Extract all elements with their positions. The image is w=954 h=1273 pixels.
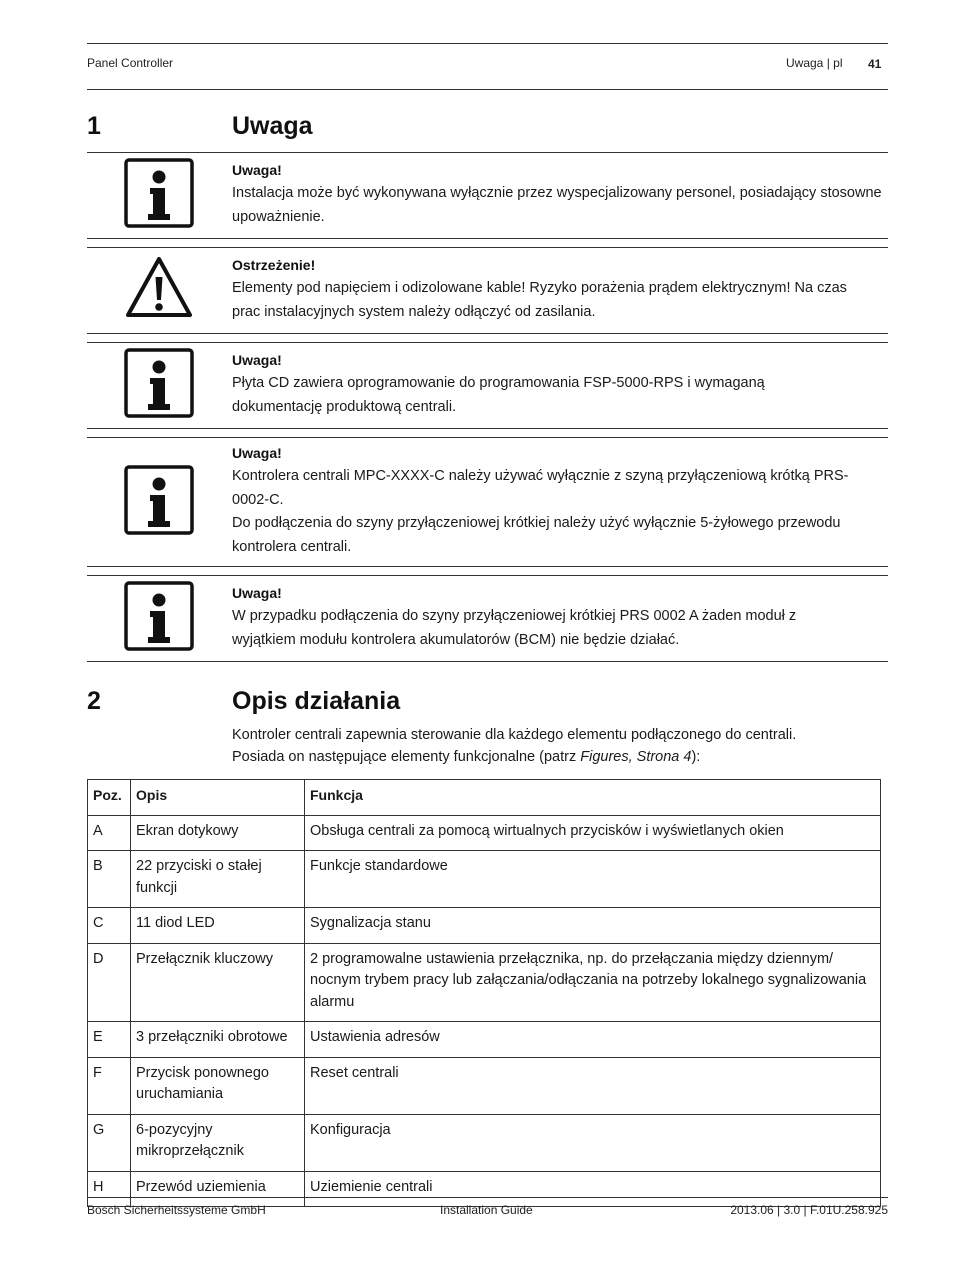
notice-rule xyxy=(87,566,888,567)
table-cell-func: Funkcje standardowe xyxy=(305,851,881,908)
footer-doc-type: Installation Guide xyxy=(440,1203,533,1217)
table-cell-pos: A xyxy=(88,815,131,851)
table-cell-func: Reset centrali xyxy=(305,1057,881,1114)
notice-2-title: Ostrzeżenie! xyxy=(232,257,316,273)
table-cell-pos: E xyxy=(88,1022,131,1058)
table-cell-pos: C xyxy=(88,908,131,944)
notice-1-text: Instalacja może być wykonywana wyłącznie przez wyspecjalizowany personel, posiadający stosowne upoważnienie. xyxy=(232,185,882,225)
header-page-number: 41 xyxy=(868,57,882,71)
column-header-opis: Opis xyxy=(131,780,305,816)
section-2-number: 2 xyxy=(87,687,101,715)
column-header-poz: Poz. xyxy=(88,780,131,816)
section-2-intro-line-1: Kontroler centrali zapewnia sterowanie dla każdego elementu podłączonego do centrali. xyxy=(232,727,797,743)
table-row xyxy=(88,1022,881,1058)
notice-2-text: Elementy pod napięciem i odizolowane kable! Ryzyko porażenia prądem elektrycznym! Na czas prac instalacyjnych system należy odłączyć od zasilania. xyxy=(232,280,847,320)
notice-4-title: Uwaga! xyxy=(232,445,282,461)
table-row xyxy=(88,908,881,944)
notice-rule xyxy=(87,575,888,576)
info-icon xyxy=(124,581,194,651)
notice-4-text-1: Kontrolera centrali MPC-XXXX-C należy używać wyłącznie z szyną przyłączeniową krótką PRS-0002-C. xyxy=(232,468,849,508)
info-icon xyxy=(124,348,194,418)
table-cell-desc: 22 przyciski o stałej funkcji xyxy=(131,851,305,908)
table-row xyxy=(88,943,881,1022)
table-row xyxy=(88,1114,881,1171)
notice-rule xyxy=(87,428,888,429)
notice-5-title: Uwaga! xyxy=(232,585,282,601)
table-cell-func: Uziemienie centrali xyxy=(305,1171,881,1207)
table-header-row xyxy=(88,780,881,816)
notice-rule xyxy=(87,342,888,343)
notice-1-title: Uwaga! xyxy=(232,162,282,178)
section-1-title: Uwaga xyxy=(232,112,313,140)
table-cell-pos: D xyxy=(88,943,131,1022)
table-cell-pos: H xyxy=(88,1171,131,1207)
table-cell-pos: F xyxy=(88,1057,131,1114)
notice-3-text: Płyta CD zawiera oprogramowanie do programowania FSP-5000-RPS i wymaganą dokumentację produktową centrali. xyxy=(232,375,765,415)
section-1-number: 1 xyxy=(87,112,101,140)
notice-5-text: W przypadku podłączenia do szyny przyłączeniowej krótkiej PRS 0002 A żaden moduł z wyjątkiem modułu kontrolera akumulatorów (BCM) nie będzie działać. xyxy=(232,608,797,648)
notice-rule xyxy=(87,238,888,239)
table-cell-desc: 3 przełączniki obrotowe xyxy=(131,1022,305,1058)
section-2-intro-line-2 xyxy=(232,746,882,768)
notice-3-title: Uwaga! xyxy=(232,352,282,368)
intro-text: Posiada on następujące elementy funkcjonalne (patrz xyxy=(232,749,581,765)
function-table xyxy=(87,779,881,1207)
figures-reference-link[interactable]: Figures, Strona 4 xyxy=(580,749,692,765)
table-cell-pos: B xyxy=(88,851,131,908)
intro-text-end: ): xyxy=(691,749,701,765)
column-header-funkcja: Funkcja xyxy=(305,780,881,816)
info-icon xyxy=(124,158,194,228)
table-cell-pos: G xyxy=(88,1114,131,1171)
table-cell-desc: 6-pozycyjny mikroprzełącznik xyxy=(131,1114,305,1171)
table-row xyxy=(88,1171,881,1207)
notice-rule xyxy=(87,152,888,153)
table-cell-func: 2 programowalne ustawienia przełącznika, np. do przełączania między dziennym/ nocnym trybem pracy lub załączania/odłączania na potrzeby lokalnego sygnalizowania alarmu xyxy=(305,943,881,1022)
header-top-rule xyxy=(87,43,888,44)
table-cell-func: Sygnalizacja stanu xyxy=(305,908,881,944)
table-cell-desc: 11 diod LED xyxy=(131,908,305,944)
section-2-title: Opis działania xyxy=(232,687,401,715)
footer-rule xyxy=(87,1197,888,1198)
info-icon xyxy=(124,465,194,535)
notice-rule xyxy=(87,247,888,248)
table-row xyxy=(88,851,881,908)
footer-version: 2013.06 | 3.0 | F.01U.258.925 xyxy=(730,1203,888,1217)
table-cell-func: Ustawienia adresów xyxy=(305,1022,881,1058)
header-bottom-rule xyxy=(87,89,888,90)
table-cell-desc: Przełącznik kluczowy xyxy=(131,943,305,1022)
table-cell-desc: Przewód uziemienia xyxy=(131,1171,305,1207)
notice-rule xyxy=(87,437,888,438)
table-cell-func: Konfiguracja xyxy=(305,1114,881,1171)
footer-company: Bosch Sicherheitssysteme GmbH xyxy=(87,1203,266,1217)
header-section-label: Uwaga | pl xyxy=(786,56,843,70)
notice-rule xyxy=(87,333,888,334)
table-cell-desc: Ekran dotykowy xyxy=(131,815,305,851)
table-cell-func: Obsługa centrali za pomocą wirtualnych przycisków i wyświetlanych okien xyxy=(305,815,881,851)
header-doc-title: Panel Controller xyxy=(87,56,174,70)
notice-rule xyxy=(87,661,888,662)
table-row xyxy=(88,815,881,851)
table-row xyxy=(88,1057,881,1114)
table-cell-desc: Przycisk ponownego uruchamiania xyxy=(131,1057,305,1114)
notice-4-text-2: Do podłączenia do szyny przyłączeniowej krótkiej należy użyć wyłącznie 5-żyłowego przewodu kontrolera centrali. xyxy=(232,515,841,555)
warning-icon xyxy=(124,253,194,323)
